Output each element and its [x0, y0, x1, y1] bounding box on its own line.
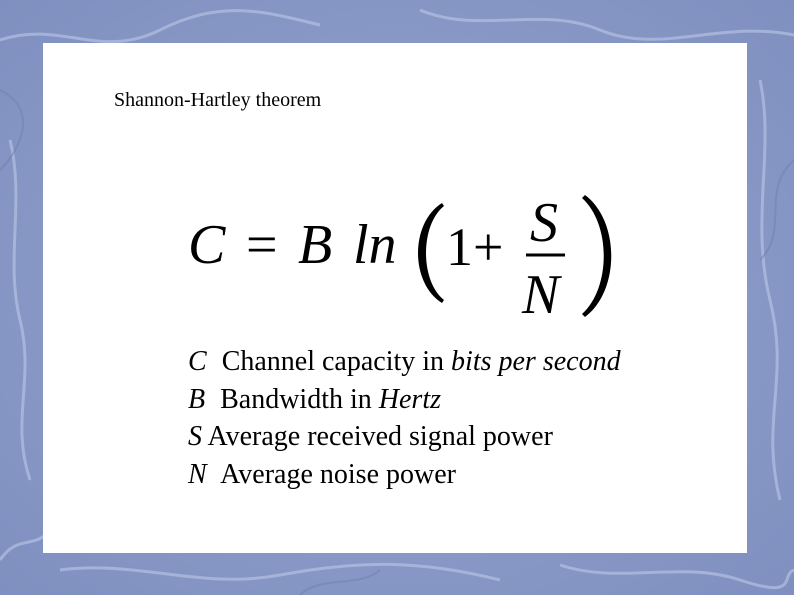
definition-symbol: C: [188, 346, 207, 377]
slide-panel: [43, 43, 747, 553]
formula-one-plus: 1+: [446, 217, 504, 277]
formula-equals: =: [246, 214, 278, 276]
shannon-hartley-formula: [188, 183, 618, 323]
definition-noise: [188, 456, 621, 494]
definitions-list: [188, 343, 621, 493]
left-paren: [418, 203, 444, 303]
formula-ln: ln: [353, 214, 397, 276]
definition-text: Average noise power: [220, 458, 456, 490]
definition-emphasis: Hertz: [378, 383, 442, 415]
definition-text: Channel capacity in: [221, 346, 452, 377]
definition-emphasis: bits per second: [451, 346, 621, 377]
definition-symbol: S: [188, 421, 202, 452]
definition-symbol: N: [188, 458, 207, 490]
formula-capacity: C: [188, 214, 226, 276]
definition-bandwidth: [188, 381, 621, 419]
right-paren: [582, 195, 611, 317]
definition-signal: [188, 418, 621, 456]
definition-symbol: B: [188, 383, 206, 415]
definition-text: Average received signal power: [207, 421, 553, 452]
slide-title: Shannon-Hartley theorem: [114, 89, 322, 111]
formula-bandwidth: B: [298, 214, 333, 276]
formula-signal: S: [530, 192, 558, 254]
definition-capacity: [188, 343, 621, 381]
formula-noise: N: [522, 264, 560, 323]
definition-text: Bandwidth in: [220, 383, 379, 415]
